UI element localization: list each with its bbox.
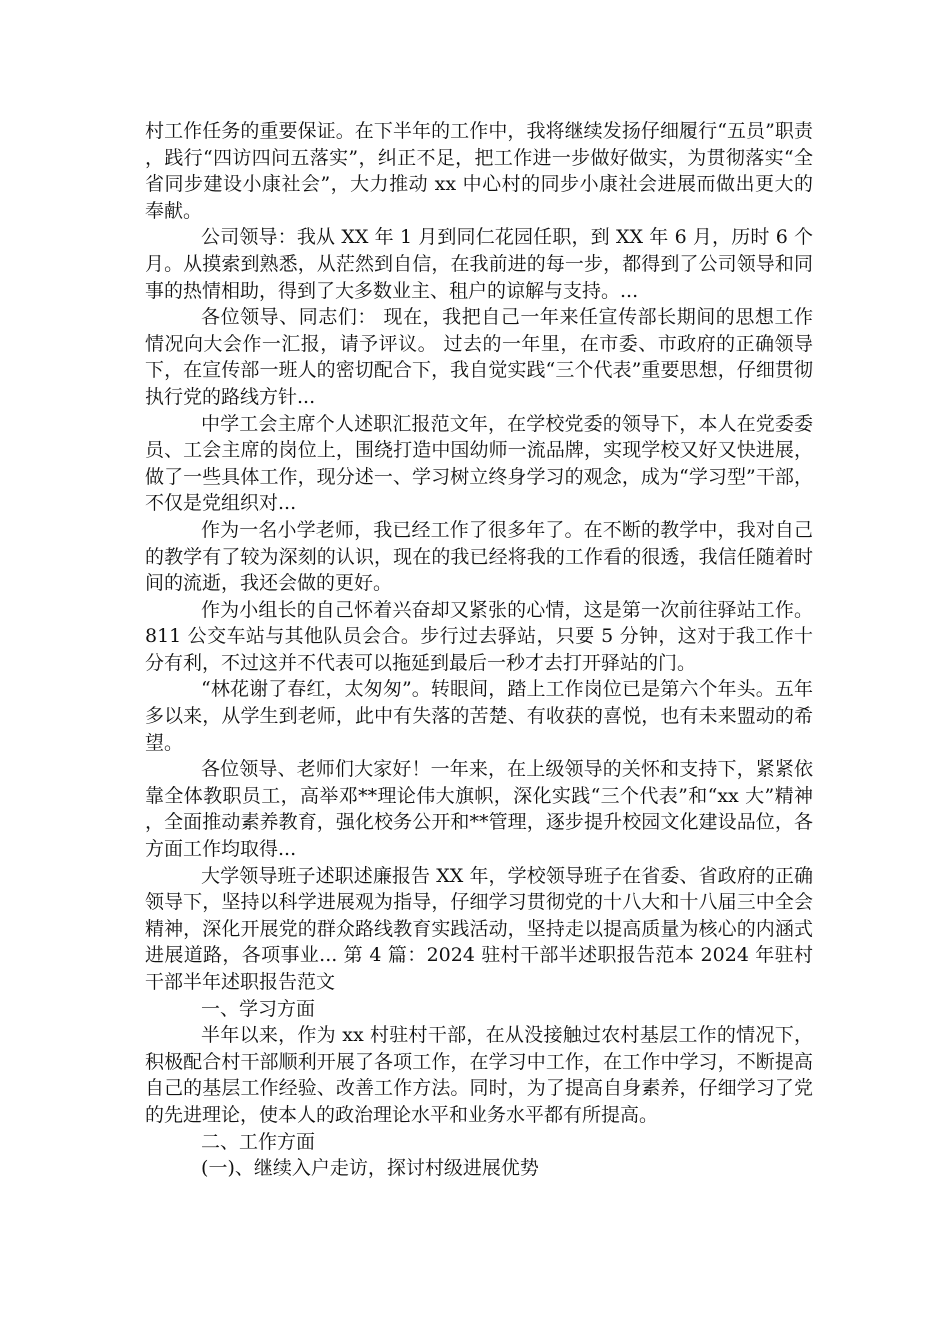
paragraph: 中学工会主席个人述职汇报范文年，在学校党委的领导下，本人在党委委员、工会主席的岗位上，围绕打造中国幼师一流品牌，实现学校又好又快进展，做了一些具体工作，现分述一、学习树立终身学习的观念，成为“学习型”干部，不仅是党组织对...: [145, 412, 813, 515]
paragraph: 作为一名小学老师，我已经工作了很多年了。在不断的教学中，我对自己的教学有了较为深刻的认识，现在的我已经将我的工作看的很透，我信任随着时间的流逝，我还会做的更好。: [145, 518, 813, 595]
section-heading: 二、工作方面: [201, 1130, 316, 1153]
paragraph: 村工作任务的重要保证。在下半年的工作中，我将继续发扬仔细履行“五员”职责，践行“四访四问五落实”，纠正不足，把工作进一步做好做实，为贯彻落实“全省同步建设小康社会”，大力推动 xx 中心村的同步小康社会进展而做出更大的奉献。: [145, 120, 813, 222]
paragraph: 公司领导：我从 XX 年 1 月到同仁花园任职，到 XX 年 6 月，历时 6 个月。从摸索到熟悉，从茫然到自信，在我前进的每一步，都得到了公司领导和同事的热情相助，得到了大多数业主、租户的谅解与支持。...: [145, 226, 813, 302]
paragraph: “林花谢了春红，太匆匆”。转眼间，踏上工作岗位已是第六个年头。五年多以来，从学生到老师，此中有失落的苦楚、有收获的喜悦，也有未来盟动的希望。: [145, 678, 813, 754]
document-body: [145, 118, 813, 1182]
paragraph: 各位领导、老师们大家好！一年来，在上级领导的关怀和支持下，紧紧依靠全体教职员工，高举邓**理论伟大旗帜，深化实践“三个代表”和“xx 大”精神，全面推动素养教育，强化校务公开和**管理，逐步提升校园文化建设品位，各方面工作均取得...: [145, 758, 813, 861]
paragraph: 大学领导班子述职述廉报告 XX 年，学校领导班子在省委、省政府的正确领导下，坚持以科学进展观为指导，仔细学习贯彻党的十八大和十八届三中全会精神，深化开展党的群众路线教育实践活动，坚持走以提高质量为核心的内涵式进展道路，各项事业... 第 4 篇：2024 驻村干部半述职报告范本 2024 年驻村干部半年述职报告范文: [145, 864, 813, 993]
paragraph: 各位领导、同志们： 现在，我把自己一年来任宣传部长期间的思想工作情况向大会作一汇报，请予评议。 过去的一年里，在市委、市政府的正确领导下，在宣传部一班人的密切配合下，我自觉实践“三个代表”重要思想，仔细贯彻执行党的路线方针...: [145, 306, 813, 408]
paragraph: 半年以来，作为 xx 村驻村干部，在从没接触过农村基层工作的情况下，积极配合村干部顺利开展了各项工作，在学习中工作，在工作中学习，不断提高自己的基层工作经验、改善工作方法。同时，为了提高自身素养，仔细学习了党的先进理论，使本人的政治理论水平和业务水平都有所提高。: [145, 1024, 813, 1126]
paragraph: 作为小组长的自己怀着兴奋却又紧张的心情，这是第一次前往驿站工作。811 公交车站与其他队员会合。步行过去驿站，只要 5 分钟，这对于我工作十分有利，不过这并不代表可以拖延到最后一秒才去打开驿站的门。: [145, 598, 813, 674]
subsection-heading: (一)、继续入户走访，探讨村级进展优势: [201, 1157, 539, 1180]
section-heading: 一、学习方面: [201, 997, 316, 1020]
